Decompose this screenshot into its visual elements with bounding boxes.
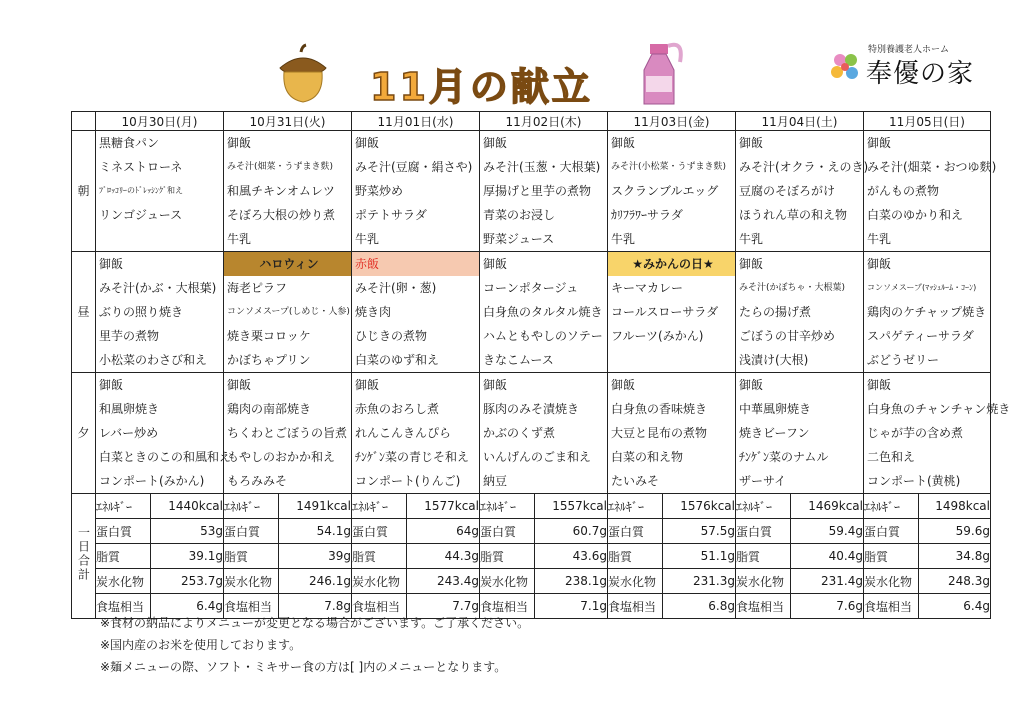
menu-item: 厚揚げと里芋の煮物 [483,184,592,198]
menu-item: みそ汁(小松菜・うずまき麩) [611,162,727,172]
nutrition-value: 7.7g [407,594,480,619]
menu-item: ミネストローネ [99,160,183,174]
nutrition-value: 57.5g [663,519,736,544]
menu-item: 御飯 [739,257,764,271]
menu-item: 御飯 [227,136,252,150]
nutrition-label: 脂質 [96,544,151,569]
nutrition-label: 蛋白質 [224,519,279,544]
menu-item: 牛乳 [227,232,252,246]
menu-item: 野菜炒め [355,184,404,198]
menu-item: 白菜の和え物 [611,450,684,464]
menu-cell [96,373,232,494]
nutrition-label: 脂質 [352,544,407,569]
menu-item: 野菜ジュース [483,232,555,246]
nutrition-value: 6.4g [919,594,991,619]
nutrition-value: 53g [151,519,224,544]
nutrition-value: 1469kcal [791,494,864,519]
nutrition-label: 脂質 [608,544,663,569]
menu-item: 二色和え [867,450,916,464]
day-header: 11月05日(日) [864,112,991,131]
menu-cell [864,252,991,373]
nutrition-label: 炭水化物 [864,569,919,594]
menu-item: 御飯 [483,378,508,392]
halloween-banner: ハロウィン [224,252,351,276]
footnote: ※国内産のお米を使用しております。 [100,638,302,652]
menu-item: 御飯 [99,257,124,271]
nutrition-value: 231.3g [663,569,736,594]
nutrition-label: ｴﾈﾙｷﾞｰ [480,494,535,519]
menu-item: 海老ピラフ [227,281,288,295]
nutrition-value: 64g [407,519,480,544]
dinner-label: 夕 [72,373,96,494]
menu-cell [736,373,864,494]
menu-cell [608,252,736,373]
menu-item: 御飯 [99,378,124,392]
nutrition-value: 43.6g [535,544,608,569]
menu-item: ごぼうの甘辛炒め [739,329,836,343]
menu-item: 御飯 [867,378,892,392]
nutrition-value: 59.6g [919,519,991,544]
menu-item: ザーサイ [739,474,787,488]
menu-item [96,227,223,251]
nutrition-value: 34.8g [919,544,991,569]
menu-cell [352,373,480,494]
menu-cell [352,131,480,252]
menu-item: ぶりの照り焼き [99,305,184,319]
menu-item: 豆腐のそぼろがけ [739,184,836,198]
menu-item: みそ汁(卵・葱) [355,281,437,295]
menu-item: 白身魚の香味焼き [611,402,708,416]
menu-cell [864,131,997,252]
menu-item: コーンポタージュ [483,281,579,295]
nutrition-row [72,494,991,519]
menu-item: もやしのおかか和え [227,450,336,464]
day-header: 11月04日(土) [736,112,864,131]
menu-item: 御飯 [611,378,636,392]
nutrition-label: 蛋白質 [480,519,535,544]
nutrition-value: 231.4g [791,569,864,594]
nutrition-value: 44.3g [407,544,480,569]
menu-item: 焼き肉 [355,305,392,319]
nutrition-value: 238.1g [535,569,608,594]
menu-item: 白菜のゆず和え [355,353,440,367]
menu-cell [480,252,608,373]
nutrition-label: 蛋白質 [736,519,791,544]
menu-item: 赤魚のおろし煮 [355,402,440,416]
menu-item: ほうれん草の和え物 [739,208,848,222]
menu-item: ハムともやしのソテー [483,329,603,343]
day-header: 10月31日(火) [224,112,352,131]
menu-item: 御飯 [483,257,508,271]
menu-item: スパゲティーサラダ [867,329,974,343]
nutrition-label: 蛋白質 [608,519,663,544]
nutrition-label: 炭水化物 [224,569,279,594]
nutrition-value: 6.8g [663,594,736,619]
menu-item: コールスローサラダ [611,305,719,319]
menu-item: みそ汁(畑菜・おつゆ麩) [867,160,997,174]
menu-item: いんげんのごま和え [483,450,592,464]
nutrition-label: 炭水化物 [480,569,535,594]
menu-item: コンポート(みかん) [99,474,205,488]
menu-item: 里芋の煮物 [99,329,160,343]
menu-item: 納豆 [483,474,508,488]
facility-logo [826,40,996,90]
menu-item: 御飯 [867,136,892,150]
nutrition-label: 脂質 [480,544,535,569]
nutrition-label: 炭水化物 [736,569,791,594]
day-header: 10月30日(月) [96,112,224,131]
acorn-icon [272,44,334,104]
menu-item: 牛乳 [867,232,892,246]
menu-item: リンゴジュース [99,208,183,222]
menu-item: キーマカレー [611,281,684,295]
menu-item: コンポート(黄桃) [867,474,961,488]
menu-item: ぶどうゼリー [867,353,940,367]
menu-cell [480,373,608,494]
menu-item: 白菜ときのこの和風和え [99,450,232,464]
menu-item: 豚肉のみそ漬焼き [483,402,580,416]
nutrition-value: 1557kcal [535,494,608,519]
menu-item: みそ汁(オクラ・えのき) [739,160,869,174]
menu-item: 浅漬け(大根) [739,353,809,367]
nutrition-label: ｴﾈﾙｷﾞｰ [736,494,791,519]
nutrition-row [72,544,991,569]
menu-item: たらの揚げ煮 [739,305,812,319]
nutrition-value: 1577kcal [407,494,480,519]
nutrition-label: 食塩相当 [864,594,919,619]
nutrition-row [72,569,991,594]
menu-item: れんこんきんぴら [355,426,452,440]
nutrition-label: ｴﾈﾙｷﾞｰ [352,494,407,519]
nutrition-value: 7.8g [279,594,352,619]
menu-item: そぼろ大根の炒り煮 [227,208,336,222]
menu-item: 鶏肉のケチャップ焼き [867,305,987,319]
menu-cell [224,252,352,373]
menu-item: 牛乳 [739,232,764,246]
nutrition-label: 脂質 [736,544,791,569]
nutrition-value: 253.7g [151,569,224,594]
menu-item: 御飯 [867,257,892,271]
nutrition-label: 食塩相当 [480,594,535,619]
menu-item: みそ汁(畑菜・うずまき麩) [227,162,334,172]
nutrition-value: 6.4g [151,594,224,619]
nutrition-label: 脂質 [864,544,919,569]
nutrition-value: 1440kcal [151,494,224,519]
menu-item: じゃが芋の含め煮 [867,426,964,440]
nutrition-label: 食塩相当 [608,594,663,619]
menu-cell [224,373,352,494]
nutrition-label: 蛋白質 [96,519,151,544]
menu-item: みそ汁(玉葱・大根葉) [483,160,601,174]
menu-item: 御飯 [227,378,252,392]
menu-cell [608,373,736,494]
menu-cell [480,131,608,252]
menu-item: フルーツ(みかん) [611,329,704,343]
menu-item: かぼちゃプリン [227,353,311,367]
menu-item: 御飯 [739,378,764,392]
menu-item: 牛乳 [355,232,380,246]
nutrition-value: 51.1g [663,544,736,569]
menu-item: レバー炒め [99,426,159,440]
menu-item: ひじきの煮物 [355,329,428,343]
menu-cell [736,131,869,252]
menu-cell [96,252,224,373]
nutrition-value: 39g [279,544,352,569]
menu-item: 和風卵焼き [99,402,160,416]
facility-subtitle: 特別養護老人ホーム [868,45,950,55]
menu-item: 御飯 [611,136,636,150]
menu-item: 牛乳 [611,232,636,246]
menu-item [608,348,735,372]
nutrition-value: 1498kcal [919,494,991,519]
menu-item: ちくわとごぼうの旨煮 [227,426,348,440]
footnotes [100,612,529,678]
nutrition-value: 7.1g [535,594,608,619]
day-header-row [72,112,991,131]
nutrition-label: ｴﾈﾙｷﾞｰ [864,494,919,519]
day-header: 11月03日(金) [608,112,736,131]
menu-item: きなこムース [483,353,554,367]
nutrition-value: 54.1g [279,519,352,544]
menu-item: ﾁﾝｹﾞﾝ菜のナムル [739,450,829,464]
menu-item: かぶのくず煮 [483,426,556,440]
facility-name: 奉優の家 [866,59,975,89]
menu-item: 白身魚のチャンチャン焼き [867,402,1011,416]
menu-item: 黒糖食パン [99,136,160,150]
menu-item: 青菜のお浸し [483,208,556,222]
menu-item: 御飯 [739,136,764,150]
nutrition-label: 炭水化物 [352,569,407,594]
menu-item: 白菜のゆかり和え [867,208,964,222]
flower-icon [828,50,862,84]
bottle-icon [628,40,688,108]
lunch-row [72,252,991,373]
nutrition-label: 食塩相当 [352,594,407,619]
footnote: ※食材の納品によりメニューが変更となる場合がございます。ご了承ください。 [100,616,530,630]
menu-item: 大豆と昆布の煮物 [611,426,708,440]
menu-item: 小松菜のわさび和え [99,353,208,367]
nutrition-label: 食塩相当 [96,594,151,619]
menu-item: ﾁﾝｹﾞﾝ菜の青じそ和え [355,450,470,464]
menu-item: スクランブルエッグ [611,184,719,198]
nutrition-value: 246.1g [279,569,352,594]
menu-cell [736,252,864,373]
dinner-row [72,373,991,494]
daily-total-label [72,494,96,619]
nutrition-value: 1576kcal [663,494,736,519]
menu-item: 白身魚のタルタル焼き [483,305,603,319]
nutrition-label: 炭水化物 [608,569,663,594]
menu-cell [352,252,480,373]
menu-item: ポテトサラダ [355,208,427,222]
nutrition-value: 248.3g [919,569,991,594]
menu-item: コンソメスープ(しめじ・人参) [227,307,350,317]
sekihan-highlight: 赤飯 [352,252,479,276]
nutrition-value: 60.7g [535,519,608,544]
nutrition-value: 59.4g [791,519,864,544]
menu-cell [608,131,736,252]
nutrition-value: 40.4g [791,544,864,569]
menu-item: がんもの煮物 [867,184,940,198]
menu-item: もろみみそ [227,474,288,488]
menu-item: 和風チキンオムレツ [227,184,335,198]
breakfast-row [72,131,991,252]
menu-item: 御飯 [355,378,380,392]
nutrition-label: 食塩相当 [736,594,791,619]
menu-item: みそ汁(豆腐・絹さや) [355,160,473,174]
menu-item: たいみそ [611,474,660,488]
menu-item: コンポート(りんご) [355,474,461,488]
nutrition-label: ｴﾈﾙｷﾞｰ [224,494,279,519]
footnote: ※麺メニューの際、ソフト・ミキサー食の方は[ ]内のメニューとなります。 [100,660,507,674]
daily-total-text: 一日合計 [76,526,91,582]
nutrition-row [72,519,991,544]
nutrition-value: 39.1g [151,544,224,569]
day-header: 11月01日(水) [352,112,480,131]
menu-item: 焼き栗コロッケ [227,329,311,343]
menu-item: みそ汁(かぼちゃ・大根葉) [739,283,846,293]
nutrition-label: ｴﾈﾙｷﾞｰ [608,494,663,519]
nutrition-label: ｴﾈﾙｷﾞｰ [96,494,151,519]
menu-item: 御飯 [355,136,380,150]
menu-item: 中華風卵焼き [739,402,812,416]
menu-item: みそ汁(かぶ・大根葉) [99,281,217,295]
breakfast-label: 朝 [72,131,96,252]
menu-cell [224,131,352,252]
menu-item: コンソメスープ(ﾏｯｼｭﾙｰﾑ・ｺｰﾝ) [867,283,977,292]
nutrition-value: 1491kcal [279,494,352,519]
menu-table [71,111,1011,619]
page-title: 11月の献立 [370,65,593,109]
menu-item: 鶏肉の南部焼き [227,402,312,416]
mikan-day-banner: ★みかんの日★ [608,252,735,276]
nutrition-label: 蛋白質 [352,519,407,544]
nutrition-label: 炭水化物 [96,569,151,594]
corner-cell [72,112,96,131]
nutrition-value: 243.4g [407,569,480,594]
nutrition-value: 7.6g [791,594,864,619]
day-header: 11月02日(木) [480,112,608,131]
lunch-label: 昼 [72,252,96,373]
menu-item: ｶﾘﾌﾗﾜｰサラダ [611,208,683,222]
nutrition-label: 食塩相当 [224,594,279,619]
nutrition-label: 蛋白質 [864,519,919,544]
nutrition-label: 脂質 [224,544,279,569]
menu-cell [864,373,1011,494]
menu-item: 焼きビーフン [739,426,810,440]
menu-item: 御飯 [483,136,508,150]
menu-item: ﾌﾞﾛｯｺﾘｰのﾄﾞﾚｯｼﾝｸﾞ和え [99,186,183,195]
menu-cell [96,131,224,252]
